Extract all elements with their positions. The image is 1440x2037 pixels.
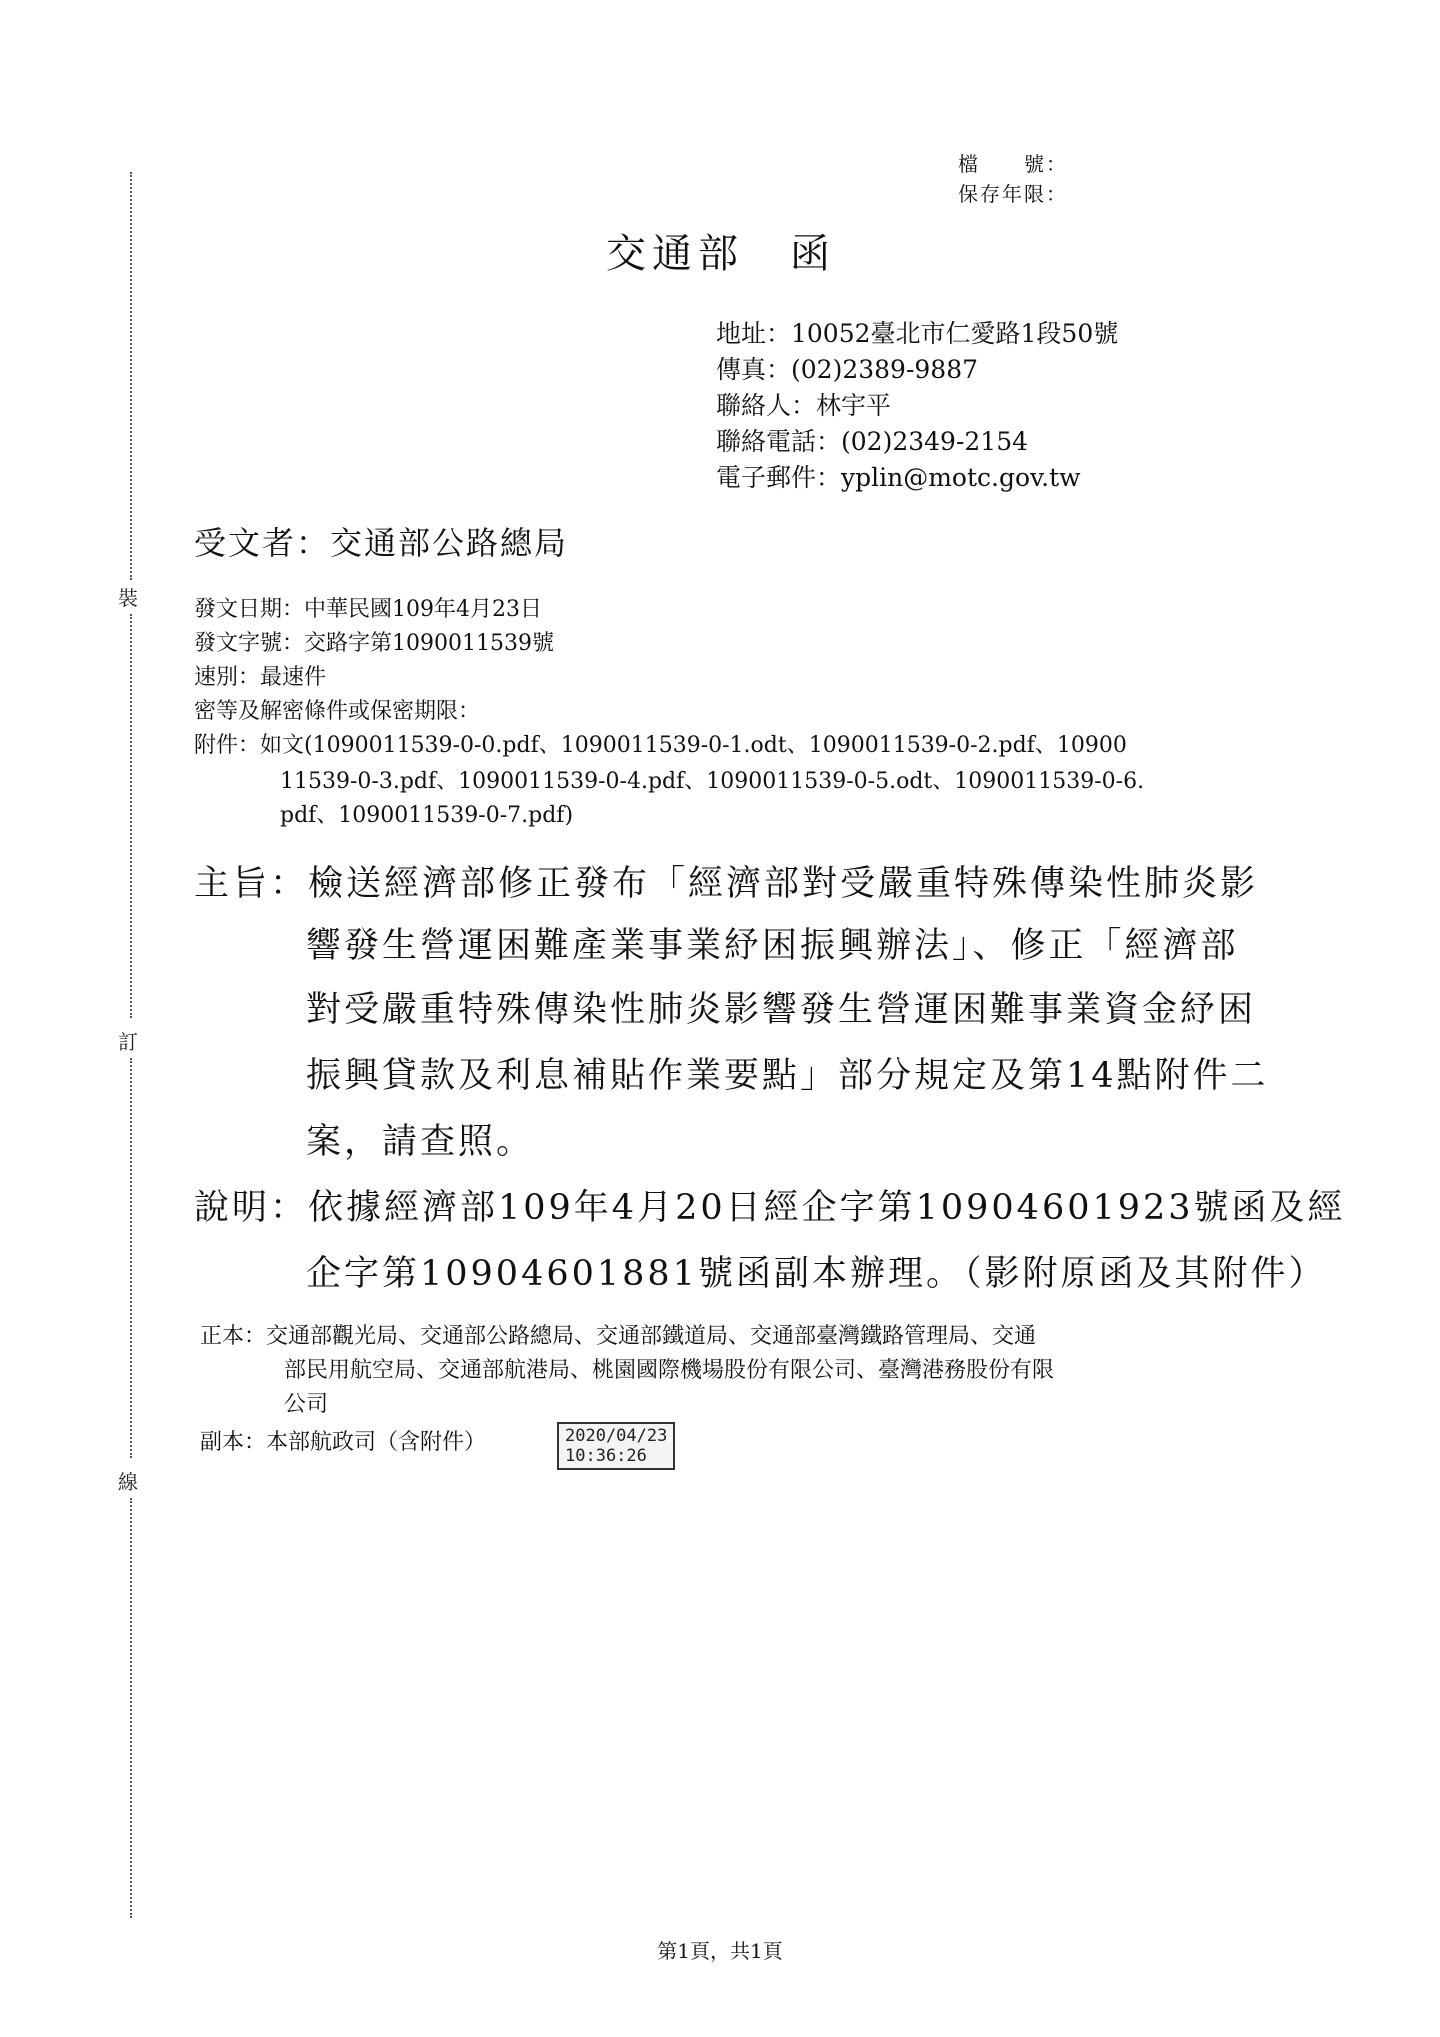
recipient: 受文者：交通部公路總局 (194, 524, 569, 562)
original-to-line-1: 正本：交通部觀光局、交通部公路總局、交通部鐵道局、交通部臺灣鐵路管理局、交通 (200, 1324, 1037, 1349)
binding-mark-zhuang: 裝 (118, 586, 138, 610)
copy-to: 副本：本部航政司（含附件） (200, 1430, 487, 1455)
binding-mark-ding: 訂 (118, 1030, 138, 1054)
binding-line-top (130, 172, 132, 580)
dispatch-number: 發文字號：交路字第1090011539號 (194, 631, 554, 656)
sender-email: 電子郵件：yplin@motc.gov.tw (716, 463, 1081, 492)
stamp-date: 2020/04/23 (565, 1426, 668, 1446)
explanation-line-1: 說明：依據經濟部109年4月20日經企字第10904601923號函及經 (194, 1188, 1346, 1228)
page-footer: 第1頁，共1頁 (657, 1939, 783, 1963)
speed-class: 速別：最速件 (194, 665, 327, 690)
retention-period-label: 保存年限： (958, 182, 1068, 206)
file-number-label: 檔 號： (958, 152, 1068, 176)
page-title: 交通部 函 (606, 231, 836, 277)
original-to-line-3: 公司 (284, 1392, 329, 1417)
sender-phone: 聯絡電話：(02)2349-2154 (716, 427, 1029, 456)
sender-fax: 傳真：(02)2389-9887 (716, 355, 979, 384)
explanation-line-2: 企字第10904601881號函副本辦理。（影附原函及其附件） (306, 1254, 1327, 1294)
sender-contact: 聯絡人：林宇平 (716, 391, 892, 420)
binding-line-bottom (130, 1498, 132, 1918)
subject-line-3: 對受嚴重特殊傳染性肺炎影響發生營運困難事業資金紓困 (306, 990, 1257, 1030)
subject-line-2: 響發生營運困難產業事業紓困振興辦法」、修正「經濟部 (306, 926, 1239, 966)
dispatch-date: 發文日期：中華民國109年4月23日 (194, 597, 542, 622)
dispatch-stamp (557, 1422, 675, 1470)
attachments-line-1: 附件：如文(1090011539-0-0.pdf、1090011539-0-1.odt、1090011539-0-2.pdf、10900 (194, 733, 1127, 758)
stamp-time: 10:36:26 (565, 1446, 647, 1466)
binding-line-middle-2 (130, 1058, 132, 1458)
subject-line-1: 主旨：檢送經濟部修正發布「經濟部對受嚴重特殊傳染性肺炎影 (194, 864, 1259, 904)
subject-line-4: 振興貸款及利息補貼作業要點」部分規定及第14點附件二 (306, 1056, 1269, 1096)
binding-mark-xian: 線 (118, 1470, 138, 1494)
sender-address: 地址：10052臺北市仁愛路1段50號 (716, 319, 1119, 348)
subject-line-5: 案，請查照。 (306, 1122, 535, 1162)
binding-line-middle-1 (130, 614, 132, 1018)
original-to-line-2: 部民用航空局、交通部航港局、桃園國際機場股份有限公司、臺灣港務股份有限 (284, 1358, 1055, 1383)
attachments-line-2: 11539-0-3.pdf、1090011539-0-4.pdf、1090011539-0-5.odt、1090011539-0-6. (280, 769, 1145, 794)
attachments-line-3: pdf、1090011539-0-7.pdf) (280, 803, 574, 828)
secrecy-level: 密等及解密條件或保密期限： (194, 699, 481, 724)
